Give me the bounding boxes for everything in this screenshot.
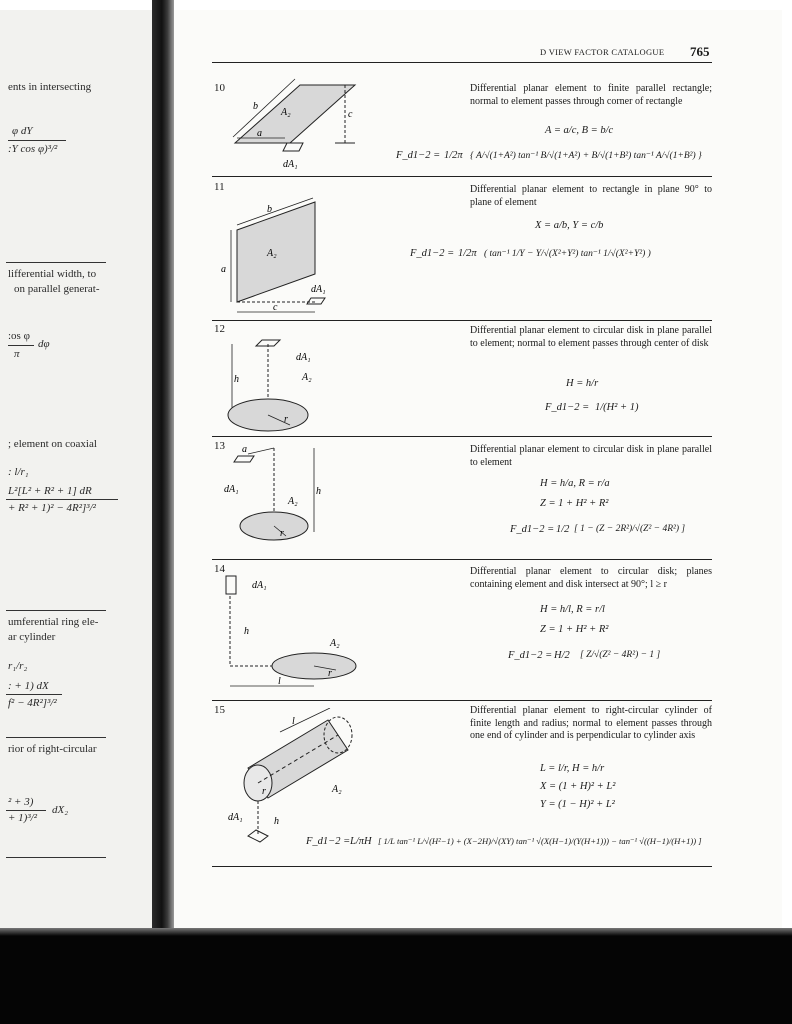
left-fragment: + R² + 1)² − 4R²]³/² xyxy=(8,502,96,514)
label-A2: A₂ xyxy=(288,496,298,507)
left-fragment: ar cylinder xyxy=(8,631,56,643)
dark-background xyxy=(0,928,792,1024)
label-r: r xyxy=(262,786,266,797)
formula-prefix: L/πH xyxy=(350,836,372,847)
figure-10 xyxy=(215,75,375,185)
figure-11 xyxy=(215,190,365,320)
formula-body: ( tan⁻¹ 1/Y − Y/√(X²+Y²) tan⁻¹ 1/√(X²+Y²) ) xyxy=(484,249,651,259)
label-b: b xyxy=(253,101,258,112)
label-h: h xyxy=(244,626,249,637)
entry-number: 13 xyxy=(214,440,225,452)
page-number: 765 xyxy=(690,44,710,59)
entry-description: Differential planar element to finite parallel rectangle; normal to element passes through corner of rectangle xyxy=(470,83,712,107)
formula-prefix: 1/2 xyxy=(556,524,570,535)
entry-number: 12 xyxy=(214,323,225,335)
label-A2: A₂ xyxy=(281,107,291,118)
label-c: c xyxy=(273,302,278,313)
formula-lhs: F_d1−2 = xyxy=(396,150,441,161)
label-dA1: dA₁ xyxy=(296,352,311,363)
left-fragment: ² + 3) xyxy=(8,796,34,808)
left-fragment: : + 1) dX xyxy=(8,680,49,692)
left-fragment: lifferential width, to xyxy=(8,268,97,280)
label-b: b xyxy=(267,204,272,215)
figure-14 xyxy=(218,566,368,696)
equation: H = h/l, R = r/l xyxy=(540,604,605,615)
entry-description: Differential planar element to rectangle in plane 90° to plane of element xyxy=(470,184,712,208)
equation: L = l/r, H = h/r xyxy=(540,763,605,774)
label-h: h xyxy=(274,816,279,827)
left-fragment: ents in intersecting xyxy=(8,81,92,93)
entry-number: 15 xyxy=(214,704,225,716)
formula-lhs: F_d1−2 = xyxy=(508,650,553,661)
left-fragment: ; element on coaxial xyxy=(8,438,97,450)
entry-description: Differential planar element to circular disk in plane parallel to element; normal to element passes through center of disk xyxy=(470,325,712,349)
label-l: l xyxy=(292,716,295,727)
label-r: r xyxy=(328,668,332,679)
running-title: D VIEW FACTOR CATALOGUE xyxy=(540,47,665,57)
label-c: c xyxy=(348,109,353,120)
formula-lhs: F_d1−2 = xyxy=(410,248,455,259)
entry-number: 11 xyxy=(214,181,225,193)
label-h: h xyxy=(234,374,239,385)
left-fragment: + 1)³/² xyxy=(8,812,37,824)
equation: H = h/a, R = r/a xyxy=(540,478,610,489)
label-r: r xyxy=(284,414,288,425)
left-fragment: f² − 4R²]³/² xyxy=(8,697,57,709)
left-fragment: dφ xyxy=(38,338,50,350)
left-fragment: r₁/r₂ xyxy=(8,660,28,672)
left-fragment: : l/r₁ xyxy=(8,466,29,478)
label-A2: A₂ xyxy=(302,372,312,383)
formula-prefix: 1/2π xyxy=(458,248,477,259)
formula-body: [ 1/L tan⁻¹ L/√(H²−1) + (X−2H)/√(XY) tan⁻¹ √(X(H−1)/(Y(H+1))) − tan⁻¹ √((H−1)/(H+1)) ] xyxy=(378,836,702,846)
formula-body: [ Z/√(Z² − 4R²) − 1 ] xyxy=(580,650,661,660)
left-fragment: :Y cos φ)³/² xyxy=(8,143,58,155)
formula-body: 1/(H² + 1) xyxy=(595,402,639,413)
formula-prefix: H/2 xyxy=(554,650,570,661)
label-A2: A₂ xyxy=(332,784,342,795)
label-a: a xyxy=(242,444,247,455)
formula-body: [ 1 − (Z − 2R²)/√(Z² − 4R²) ] xyxy=(574,524,686,534)
entry-description: Differential planar element to circular disk in plane parallel to element xyxy=(470,444,712,468)
formula-prefix: 1/2π xyxy=(444,150,463,161)
left-fragment: π xyxy=(14,348,20,360)
label-dA1: dA₁ xyxy=(224,484,239,495)
figure-13 xyxy=(218,442,338,552)
equation: Z = 1 + H² + R² xyxy=(540,624,609,635)
equation: A = a/c, B = b/c xyxy=(545,125,614,136)
formula-lhs: F_d1−2 = xyxy=(306,836,351,847)
left-fragment: umferential ring ele- xyxy=(8,616,99,628)
entry-description: Differential planar element to circular disk; planes containing element and disk intersect at 90°; l ≥ r xyxy=(470,566,712,590)
label-a: a xyxy=(257,128,262,139)
entry-description: Differential planar element to right-circular cylinder of finite length and radius; normal to element passes through one end of cylinder and is perpendicular to cylinder axis xyxy=(470,705,712,741)
book-gutter xyxy=(152,0,174,930)
label-dA1: dA₁ xyxy=(228,812,243,823)
left-fragment: L²[L² + R² + 1] dR xyxy=(8,485,92,497)
label-h: h xyxy=(316,486,321,497)
label-dA1: dA₁ xyxy=(283,159,298,170)
formula-body: { A/√(1+A²) tan⁻¹ B/√(1+A²) + B/√(1+B²) tan⁻¹ A/√(1+B²) } xyxy=(470,151,702,161)
left-fragment: on parallel generat- xyxy=(14,283,100,295)
equation: Y = (1 − H)² + L² xyxy=(540,799,615,810)
equation: X = a/b, Y = c/b xyxy=(535,220,604,231)
equation: X = (1 + H)² + L² xyxy=(540,781,616,792)
entry-number: 10 xyxy=(214,82,225,94)
entry-number: 14 xyxy=(214,563,225,575)
label-a: a xyxy=(221,264,226,275)
label-r: r xyxy=(280,528,284,539)
formula-lhs: F_d1−2 = xyxy=(545,402,590,413)
formula-lhs: F_d1−2 = xyxy=(510,524,555,535)
left-fragment: :os φ xyxy=(8,330,30,342)
equation: H = h/r xyxy=(566,378,599,389)
left-fragment: dX₂ xyxy=(52,804,69,816)
label-dA1: dA₁ xyxy=(252,580,267,591)
equation: Z = 1 + H² + R² xyxy=(540,498,609,509)
figure-15 xyxy=(220,708,380,848)
left-fragment: rior of right-circular xyxy=(8,743,97,755)
label-dA1: dA₁ xyxy=(311,284,326,295)
left-fragment: φ dY xyxy=(12,125,33,137)
label-A2: A₂ xyxy=(267,248,277,259)
figure-12 xyxy=(222,330,342,435)
label-A2: A₂ xyxy=(330,638,340,649)
label-l: l xyxy=(278,676,281,687)
